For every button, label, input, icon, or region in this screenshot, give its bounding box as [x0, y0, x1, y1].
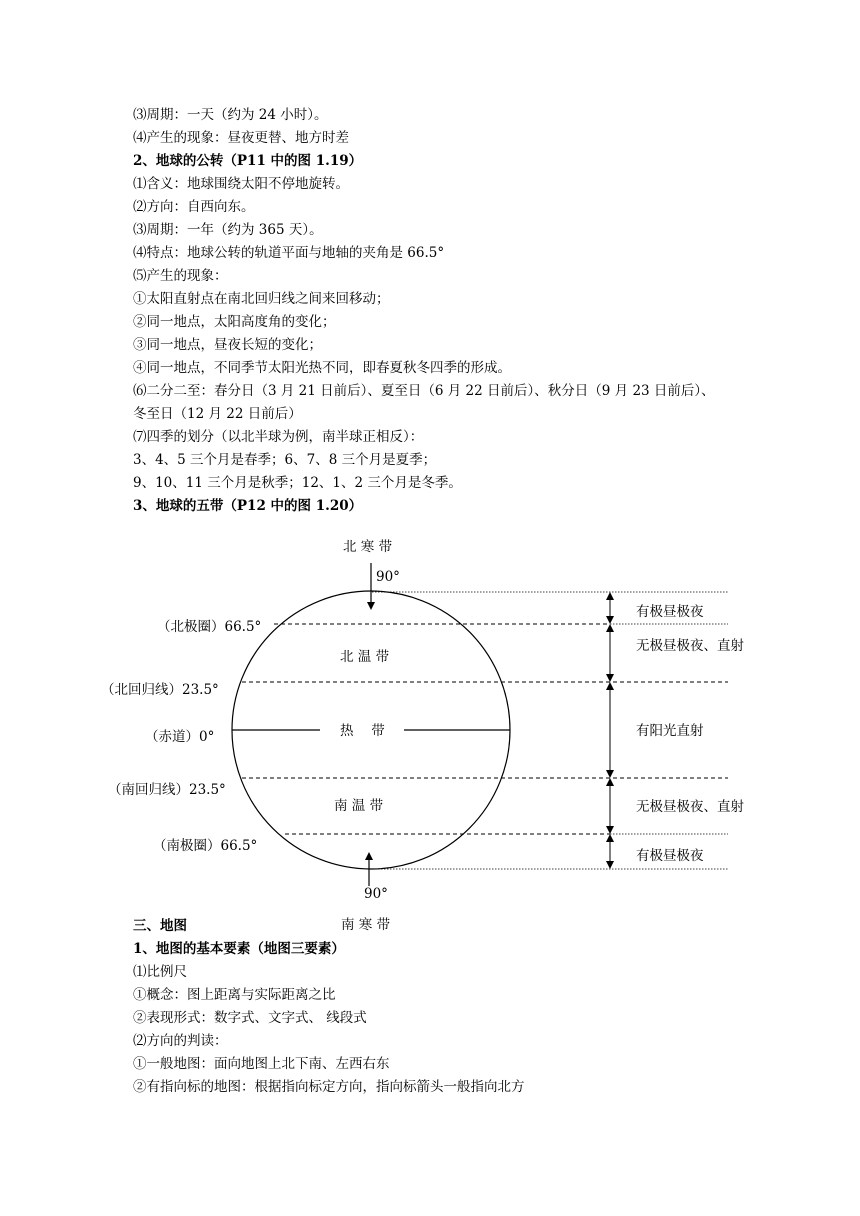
text-line: ⑴比例尺	[133, 964, 187, 980]
text-line: ⑴含义：地球围绕太阳不停地旋转。	[133, 176, 349, 192]
lat-label-equator: （赤道）0°	[145, 729, 215, 745]
text-line: ②表现形式：数字式、文字式、 线段式	[133, 1010, 367, 1026]
text-line: ①一般地图：面向地图上北下南、左西右东	[133, 1056, 390, 1072]
text-line: ⑺四季的划分（以北半球为例，南半球正相反）：	[133, 429, 424, 445]
zone-tropical: 热 带	[340, 723, 385, 739]
zone-north-frigid: 北 寒 带	[343, 539, 393, 555]
text-line: ⑷产生的现象：昼夜更替、地方时差	[133, 130, 349, 146]
lat-label-arctic: （北极圈）66.5°	[157, 619, 262, 635]
text-line: ③同一地点，昼夜长短的变化；	[133, 337, 322, 353]
text-line: ⑵方向的判读：	[133, 1033, 228, 1049]
section-heading: 1、地图的基本要素（地图三要素）	[133, 941, 345, 957]
text-line: ①概念：图上距离与实际距离之比	[133, 987, 336, 1003]
text-line: ②同一地点，太阳高度角的变化；	[133, 314, 336, 330]
zone-south-temperate: 南 温 带	[334, 798, 384, 814]
zone-south-frigid: 南 寒 带	[341, 917, 391, 933]
text-line: ⑶周期：一年（约为 365 天）。	[133, 222, 323, 238]
text-line: 3、4、5 三个月是春季；6、7、8 三个月是夏季；	[133, 452, 437, 468]
text-line: ⑵方向：自西向东。	[133, 199, 255, 215]
right-label: 无极昼极夜、直射	[636, 799, 744, 815]
angle-top-label: 90°	[376, 569, 400, 585]
lat-label-tropic-capricorn: （南回归线）23.5°	[108, 782, 226, 798]
text-line: ⑷特点：地球公转的轨道平面与地轴的夹角是 66.5°	[133, 245, 445, 261]
lat-label-tropic-cancer: （北回归线）23.5°	[101, 682, 219, 698]
section-heading: 3、地球的五带（P12 中的图 1.20）	[133, 498, 363, 514]
section-heading: 2、地球的公转（P11 中的图 1.19）	[133, 153, 363, 169]
right-label: 有极昼极夜	[636, 848, 704, 864]
text-line: ⑶周期：一天（约为 24 小时）。	[133, 107, 328, 123]
text-line: ②有指向标的地图：根据指向标定方向，指向标箭头一般指向北方	[133, 1079, 525, 1095]
right-label: 无极昼极夜、直射	[636, 638, 744, 654]
right-label: 有极昼极夜	[636, 604, 704, 620]
angle-bottom-label: 90°	[364, 886, 388, 902]
text-line: 9、10、11 三个月是秋季；12、1、2 三个月是冬季。	[133, 475, 462, 491]
lat-label-antarctic: （南极圈）66.5°	[153, 838, 258, 854]
text-line: ④同一地点，不同季节太阳光热不同，即春夏秋冬四季的形成。	[133, 360, 511, 376]
right-label: 有阳光直射	[636, 723, 704, 739]
section-title: 三、地图	[133, 918, 187, 934]
text-line: ①太阳直射点在南北回归线之间来回移动；	[133, 291, 390, 307]
text-line: ⑹二分二至：春分日（3 月 21 日前后）、夏至日（6 月 22 日前后）、秋分日（9 月 23 日前后）、	[133, 383, 715, 399]
zone-north-temperate: 北 温 带	[340, 649, 390, 665]
text-line: 冬至日（12 月 22 日前后）	[133, 406, 302, 422]
text-line: ⑸产生的现象：	[133, 268, 228, 284]
